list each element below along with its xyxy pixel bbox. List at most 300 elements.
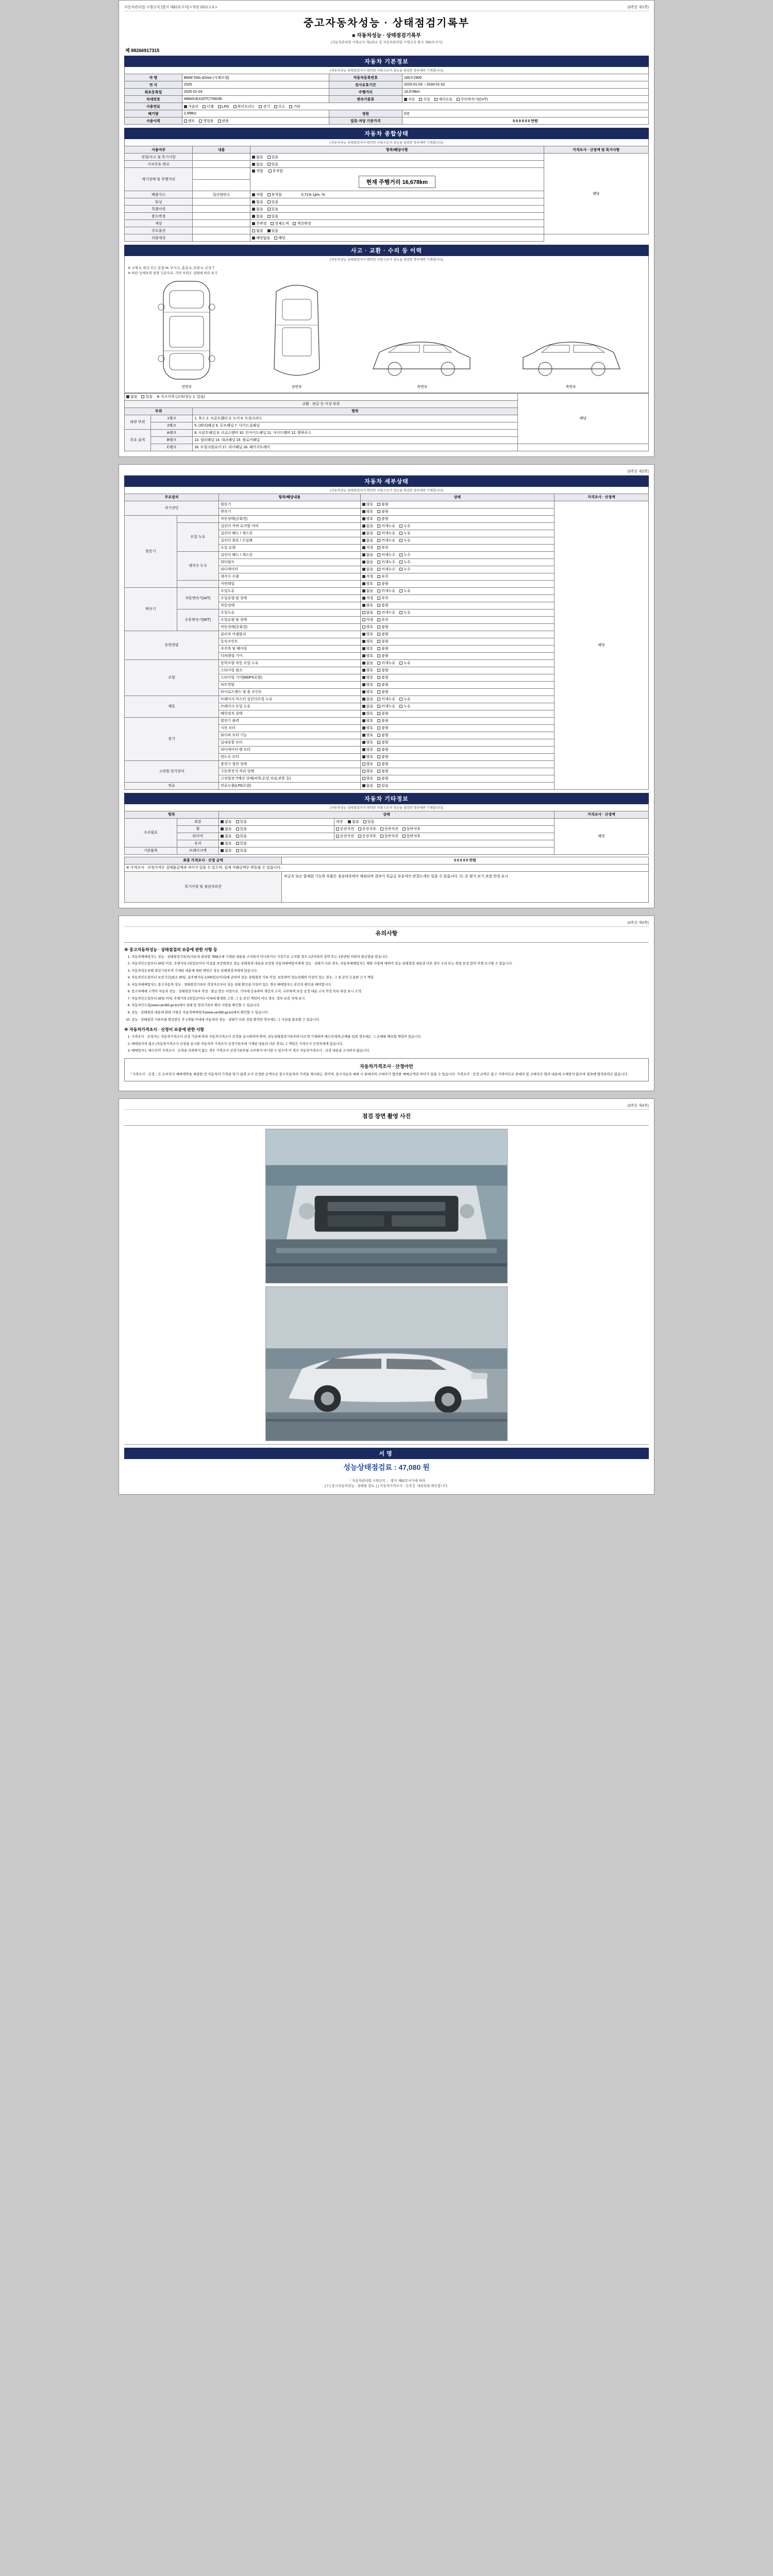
opt-yes[interactable]: 있음 (267, 228, 279, 233)
page-title: 중고자동차성능 · 상태점검기록부 (303, 18, 470, 29)
opt-leak[interactable]: 누유 (399, 588, 411, 594)
label-use-history: 사용이력 (125, 117, 182, 125)
state-transmission (360, 508, 554, 515)
opt-none[interactable]: 없음 (252, 155, 263, 160)
opt-bad[interactable]: 불량 (377, 718, 389, 723)
opt-good[interactable]: 양호 (362, 675, 374, 680)
page-description: (자동차관리법 시행규칙 제120조 및 자동차관리법 시행규칙 별지 제82호서식) (330, 41, 443, 44)
group-engine-sub-coolant: 냉각수 누수 (177, 551, 219, 580)
opt-bad[interactable]: 불량 (377, 725, 389, 731)
opt-accident-none[interactable]: 없음 (126, 394, 138, 399)
row-label-tamper: 가치주효·변조 (125, 161, 193, 168)
opt-none[interactable]: 없음 (362, 538, 374, 543)
opt-none[interactable]: 없음 (362, 567, 374, 572)
value-vin: WBA51EX20TCT06036 (182, 96, 329, 103)
history-option-commercial[interactable]: 영업용 (199, 118, 213, 124)
group-transmission: 변속기 (125, 587, 177, 631)
opt-minor[interactable]: 미세누유 (377, 660, 395, 666)
col-usage: 사용여부 (125, 146, 193, 154)
fuel-option-hybrid[interactable]: 하이브리드 (233, 104, 255, 109)
opt-leak[interactable]: 누수 (399, 567, 411, 572)
legend-line-2: ※ 하단 상세부위 설명 기준으로, 기타 부위도 상태에 따라 표기 (128, 271, 218, 275)
state-head-gasket (360, 530, 554, 537)
item-oil-level: 오일 유량 (219, 544, 361, 551)
trans-option-cvt[interactable]: 무단변속기(CVT) (457, 97, 488, 102)
opt-adequate[interactable]: 적정 (362, 617, 374, 622)
opt-good[interactable]: 양호 (362, 754, 374, 759)
row-opts-options (250, 227, 544, 234)
state-common-rail (360, 580, 554, 587)
opt-none[interactable]: 없음 (362, 588, 374, 594)
tire-positions (334, 833, 554, 840)
table-row (125, 117, 649, 125)
opt-good[interactable]: 양호 (362, 502, 374, 507)
row-opts-accident (250, 154, 544, 161)
value-trans (402, 96, 648, 103)
opt-wheel-fr[interactable]: 동반석전 (380, 826, 398, 832)
part-items-a: 8. 프론트패널 9. 크로스맴버 10. 인사이드패널 11. 사이드멤버 12. 휠하우스 (193, 429, 518, 436)
value-displacement: 2,998cc (182, 110, 329, 117)
col-part: 부위 (125, 408, 193, 415)
car-diagram-side-left (368, 328, 476, 389)
section-accident-subband: (자동차성능·상태점검자가 확인한 사항으로서 성능을 점검한 경우에만 기재합니다) (124, 256, 649, 263)
item-idle: 작동상태(공회전) (219, 515, 361, 522)
opt-bad[interactable]: 불량 (377, 581, 389, 586)
opt-wheel-rr[interactable]: 동반석후 (402, 826, 421, 832)
accident-history-label: ※ 사고이력 (교차/성능 1. 있음) (156, 395, 205, 399)
opt-none[interactable]: 없음 (221, 841, 232, 846)
opt-low[interactable]: 부족 (377, 545, 389, 550)
fuel-option-electric[interactable]: 전기 (259, 104, 270, 109)
opt-yes[interactable]: 있음 (377, 783, 389, 788)
state-mt-operation (360, 623, 554, 631)
history-option-rent[interactable]: 렌트 (184, 118, 195, 124)
opt-bad[interactable]: 불량 (377, 776, 389, 781)
opt-good[interactable]: 양호 (362, 776, 374, 781)
state-coolant-level (360, 573, 554, 580)
opt-tire-fl[interactable]: 운전석전 (336, 834, 354, 839)
opt-bad[interactable]: 불량 (377, 603, 389, 608)
opt-leak[interactable]: 누수 (399, 560, 411, 565)
opt-minor[interactable]: 미세누유 (377, 538, 395, 543)
page-marker-3: (3쪽중 제3쪽) (627, 921, 649, 925)
opt-good[interactable]: 양호 (362, 682, 374, 687)
item-transmission: 변속기 (219, 508, 361, 515)
opt-good[interactable]: 양호 (362, 668, 374, 673)
state-propeller-shaft (360, 645, 554, 652)
trans-option-auto[interactable]: 자동 (404, 97, 415, 102)
opt-good[interactable]: 양호 (362, 639, 374, 644)
page-marker-4: (3쪽중 제4쪽) (627, 1104, 649, 1108)
opt-bad[interactable]: 불량 (377, 632, 389, 637)
opt-none[interactable]: 없음 (252, 207, 263, 212)
final-price-label: 최종 가격조사 · 산정 금액 (125, 857, 282, 864)
opt-wheel-fl[interactable]: 운전석전 (336, 826, 354, 832)
opt-yes[interactable]: 있음 (267, 207, 279, 212)
opt-minor[interactable]: 미세누유 (377, 704, 395, 709)
state-brake-fluid (219, 847, 554, 854)
notice-list-2 (124, 1035, 649, 1054)
opt-adequate[interactable]: 적정 (362, 545, 374, 550)
opt-none[interactable]: 없음 (362, 704, 374, 709)
item-propeller-shaft: 추진축 및 베어링 (219, 645, 361, 652)
item-blower-motor: 실내송풍 모터 (219, 739, 361, 746)
state-starter (360, 724, 554, 732)
divider (124, 942, 649, 943)
state-at-leak (360, 587, 554, 595)
opt-yes[interactable]: 있음 (236, 826, 247, 832)
opt-none[interactable]: 없음 (362, 697, 374, 702)
photo-front-view (265, 1286, 508, 1441)
row-content-recall (193, 234, 250, 242)
opt-good[interactable]: 양호 (362, 733, 374, 738)
sheet-header (124, 5, 649, 11)
col-detail-state: 상태 (360, 494, 554, 501)
opt-good[interactable]: 양호 (362, 603, 374, 608)
part-rank-a: A랭크 (150, 429, 192, 436)
state-at-operation (360, 602, 554, 609)
opt-minor[interactable]: 미세누유 (377, 531, 395, 536)
opt-fullpaint[interactable]: 전체도색 (271, 221, 289, 226)
opt-nochange[interactable]: 무변경 (252, 221, 266, 226)
history-option-official[interactable]: 관용 (218, 118, 229, 124)
item-tie-rod: 타이로드엔드 및 볼 조인트 (219, 688, 361, 696)
opt-leak[interactable]: 누유 (399, 610, 411, 615)
state-brake-oil (360, 703, 554, 710)
price-survey-guide-title: 자동차가격조사 · 산정아안 (360, 1063, 413, 1069)
section-detail-band: 자동차 세부상태 (124, 476, 649, 487)
row-label-accident: 전일/사고 및 특기사항 (125, 154, 193, 161)
section-overall-state-subband: (자동차성능·상태점검자가 확인한 사항으로서 성능을 점검한 경우에만 기재합니다) (124, 139, 649, 146)
overall-note-cell: 해당 (544, 154, 648, 234)
fuel-option-other[interactable]: 기타 (289, 104, 300, 109)
opt-none[interactable]: 없음 (252, 162, 263, 167)
other-note-cell: 해당 (554, 818, 648, 854)
row-content-options (193, 227, 250, 234)
opt-none[interactable]: 없음 (362, 560, 374, 565)
opt-yes[interactable]: 있음 (267, 199, 279, 205)
opt-minor[interactable]: 미세누수 (377, 552, 395, 557)
item-common-rail: 커먼레일 (219, 580, 361, 587)
opt-minor[interactable]: 미세누수 (377, 560, 395, 565)
row-content-usechange (193, 213, 250, 220)
opt-bad[interactable]: 불량 (377, 624, 389, 630)
opt-good[interactable]: 양호 (362, 711, 374, 716)
label-price-std: 압류·저당 기준가격 (329, 117, 402, 125)
opt-bad[interactable]: 불량 (377, 675, 389, 680)
table-header-row (125, 494, 649, 501)
opt-none[interactable]: 없음 (221, 848, 232, 853)
value-fuel (182, 103, 648, 110)
item-glass: 유리 (177, 840, 219, 847)
opt-bad[interactable]: 불량 (377, 733, 389, 738)
opt-minor[interactable]: 미세누유 (377, 610, 395, 615)
opt-none[interactable]: 없음 (252, 228, 263, 233)
opt-good[interactable]: 양호 (362, 646, 374, 651)
fuel-option-lpg[interactable]: LPG (218, 105, 229, 109)
state-engine (360, 501, 554, 508)
mileage-display: 현재 주행거리 16,678km (359, 176, 435, 188)
emission-value: 0.71% 1pm. % (301, 193, 325, 197)
opt-colorchange[interactable]: 색상변경 (293, 221, 311, 226)
opt-none[interactable]: 없음 (362, 531, 374, 536)
state-wheel (219, 825, 334, 833)
list-item: 3. 매매업자는 매수인이 가격조사 · 산정을 의뢰하지 않는 경우 가격조사 산정기록부를 교부하지 아니할 수 있으며 이 경우 자동차가격조사 · 산정 내용을 고지하지 않습니다. (131, 1048, 649, 1054)
row-label-special: 특별이력 (125, 206, 193, 213)
list-item: 2. 자동차인도일부터 30일 이상, 주행거리 2천킬로미터 이상을 보증범위로 성능·상태점검 내용을 보증한 자동차매매업자에게 성능 · 상태가 다른 경우, 자동차매매업자는 해당 사항에 대하여 성능·상태점검 내용과 다른 경우 수리 또는 취업 보상 합의 이행 요구할 수 있습니다. (131, 961, 649, 967)
opt-leak[interactable]: 누유 (399, 538, 411, 543)
price-survey-guide-text: 「가격조사 · 산정」은 소비자가 매매계약을 체결한 전 자동차의 가격을 알기 쉽게 조사 산정한 금액으로 중고자동차의 가격을 제시하는 것이며, 중고자동차 매매 시 판매자와 구매자가 협의한 매매금액과 차이가 있을 수 있습니다. 가격조사 · 산정 금액은 참고 가격이므로 판매자 및 구매자간 협의 내용에 구애받지 않으며 결과에 법적효력은 없습니다. (129, 1073, 628, 1077)
opt-yes[interactable]: 있음 (236, 819, 247, 824)
opt-none[interactable]: 없음 (221, 826, 232, 832)
final-price-table (124, 857, 649, 903)
opt-yes[interactable]: 있음 (267, 162, 279, 167)
list-item: 9. 성능 · 상태점검 내용에 관한 사항은 자동차매매업자(www.car365.go.kr)에서 확인할 수 있습니다. (131, 1010, 649, 1016)
table-row (125, 110, 649, 117)
state-wiper-motor (360, 732, 554, 739)
photo-engine-bay (265, 1129, 508, 1283)
row-label-options: 주요옵션 (125, 227, 193, 234)
car-diagrams (128, 276, 645, 389)
final-price-note: ※ 가격조사 · 산정가격은 실매물금액과 차이가 있을 수 있으며, 실제 거래금액은 변동될 수 있습니다. (125, 864, 649, 871)
opt-good[interactable]: 양호 (362, 740, 374, 745)
inspection-fee (124, 1459, 649, 1476)
opt-good[interactable]: 양호 (362, 653, 374, 658)
part-group-frame: 주요 골격 (125, 429, 151, 451)
opt-none[interactable]: 없음 (362, 523, 374, 529)
row-opts-recall (250, 234, 544, 242)
sheet-3-header (124, 920, 649, 927)
opt-none[interactable]: 없음 (362, 783, 374, 788)
opt-none[interactable]: 없음 (221, 834, 232, 839)
group-electric: 전기 (125, 717, 219, 760)
opt-tire-rl[interactable]: 운전석후 (358, 834, 376, 839)
detail-state-table (124, 494, 649, 790)
opt-none[interactable]: 없음 (362, 610, 374, 615)
opt-leak[interactable]: 누유 (399, 697, 411, 702)
label-year: 연 식 (125, 81, 182, 89)
opt-good[interactable]: 양호 (362, 769, 374, 774)
opt-accident-yes[interactable]: 있음 (141, 394, 153, 399)
opt-good[interactable]: 양호 (362, 725, 374, 731)
value-use-history (182, 117, 329, 125)
opt-fail[interactable]: 부적합 (267, 192, 282, 197)
col-part-items: 항목 (193, 408, 518, 415)
car-diagram-side-right-label: 측면부 (565, 385, 576, 389)
part-items-1: 1. 후드 2. 프론트휀더 3. 도어 4. 트렁크리드 (193, 415, 518, 422)
opt-bad[interactable]: 불량 (377, 769, 389, 774)
label-fuel: 사용연료 (125, 103, 182, 110)
inspection-fee-value: 47,080 원 (398, 1463, 430, 1471)
section-detail-subband: (자동차성능·상태점검자가 확인한 사항으로서 성능을 점검한 경우에만 기재합니다) (124, 487, 649, 494)
trans-option-manual[interactable]: 수동 (419, 97, 430, 102)
group-engine-sub-oil: 오일 누유 (177, 522, 219, 551)
opt-minor[interactable]: 미세누유 (377, 523, 395, 529)
opt-na[interactable]: 해당없음 (252, 235, 270, 241)
accident-history-row (125, 393, 518, 400)
footer-line-2: [ Y ] 중고자동차성능 · 상태를 검토, [ ] 자동차가격조사 · 산정 】 내용임을 확인합니다. (325, 1484, 448, 1488)
opt-minor[interactable]: 미세누유 (377, 588, 395, 594)
item-block-oilpan: 실린더 블록 / 오일팬 (219, 537, 361, 544)
opt-none[interactable]: 없음 (221, 819, 232, 824)
table-row (125, 96, 649, 103)
document-title-block (124, 14, 649, 44)
opt-none[interactable]: 없음 (362, 552, 374, 557)
value-first-reg: 2025-01-03 (182, 89, 329, 96)
item-engine: 원동기 (219, 501, 361, 508)
opt-tire-rr[interactable]: 동반석후 (402, 834, 421, 839)
opt-bad[interactable]: 불량 (377, 711, 389, 716)
state-steering-gear (360, 674, 554, 681)
state-booster (360, 710, 554, 717)
opt-pass[interactable]: 적합 (252, 168, 263, 174)
opt-good[interactable]: 양호 (362, 689, 374, 694)
opt-bad[interactable]: 불량 (377, 639, 389, 644)
list-item: 5. 자동차매매업자는 중고자동차 성능 · 상태점검기록부 작성자로부터 성능 상태 확인을 이상이 있는 경우 매매업자는 본인의 확인을 해야합니다. (131, 982, 649, 988)
accident-note-cell: 해당 (517, 393, 648, 444)
opt-low[interactable]: 부족 (377, 617, 389, 622)
special-notes-text: 비금속 또는 합체된 기능한 부품은 점검대상에서 제외되며 결과가 특급금 부분적인 판결도세은 있을 수 있습니다. 단, 본 평가 보기 보험 한정 표시 (282, 871, 649, 902)
section-basic-info-band: 자동차 기본정보 (124, 56, 649, 67)
group-steering: 조향 (125, 659, 219, 696)
state-block-oilpan (360, 537, 554, 544)
label-first-reg: 최초등록일 (125, 89, 182, 96)
opt-applicable[interactable]: 해당 (274, 235, 285, 241)
fuel-option-gasoline[interactable]: 가솔린 (184, 104, 198, 109)
notice-title: 유의사항 (375, 930, 398, 937)
item-window-motor: 윈도우 모터 (219, 753, 361, 760)
row-content-tamper (193, 161, 250, 168)
overall-state-table (124, 146, 649, 242)
opt-good[interactable]: 양호 (362, 581, 374, 586)
opt-none[interactable]: 없음 (252, 199, 263, 205)
opt-yes[interactable]: 있음 (267, 155, 279, 160)
state-cv-joint (360, 638, 554, 645)
page-marker-2: (3쪽중 제2쪽) (627, 469, 649, 473)
opt-bad[interactable]: 불량 (377, 516, 389, 521)
opt-adequate[interactable]: 적정 (362, 596, 374, 601)
basic-info-table (124, 74, 649, 125)
item-starter: 시동 모터 (219, 724, 361, 732)
opt-yes[interactable]: 있음 (363, 819, 375, 824)
table-row (125, 81, 649, 89)
divider (124, 1125, 649, 1126)
list-item: 2. 매매업자의 협조 (자동차가격조사 산정을 실시한 자동차의 가격조사 산정기록부에 기재된 내용과 다른 경우) 그 책임은 가격조사 산정자에게 있습니다. (131, 1042, 649, 1047)
fuel-option-hydrogen[interactable]: 수소 (274, 104, 285, 109)
opt-leak[interactable]: 누유 (399, 531, 411, 536)
item-brake-fluid: 브레이크액 (177, 847, 219, 854)
opt-good[interactable]: 양호 (362, 624, 374, 630)
fuel-option-diesel[interactable]: 디젤 (203, 104, 214, 109)
item-charge-port: 충전구 절연 상태 (219, 760, 361, 768)
list-item: 8. 자동차인도일(www.car365.go.kr)에서 상태 및 점검기록부 확인 사항을 확인할 수 있습니다. (131, 1003, 649, 1009)
opt-bad[interactable]: 불량 (377, 668, 389, 673)
opt-leak[interactable]: 누유 (399, 660, 411, 666)
table-header-row (125, 146, 649, 154)
item-exterior: 외장 (177, 818, 219, 825)
opt-yes[interactable]: 있음 (236, 834, 247, 839)
part-items-2: 5. (쿼터)패널 6. 루프패널 7. 사이드실패널 (193, 422, 518, 429)
opt-bad[interactable]: 불량 (377, 682, 389, 687)
item-radiator: 라디에이터 (219, 566, 361, 573)
item-steering-pump: 스티어링 펌프 (219, 667, 361, 674)
group-powertrain: 동력전달 (125, 631, 219, 659)
state-idle (360, 515, 554, 522)
col-other-state: 상태 (219, 811, 554, 818)
opt-yes[interactable]: 있음 (236, 841, 247, 846)
opt-bad[interactable]: 불량 (377, 653, 389, 658)
opt-none[interactable]: 없음 (362, 660, 374, 666)
item-radiator-fan: 라디에이터 팬 모터 (219, 746, 361, 753)
opt-leak[interactable]: 누유 (399, 704, 411, 709)
opt-bad[interactable]: 불량 (377, 502, 389, 507)
value-year: 2025 (182, 81, 329, 89)
state-master-cylinder (360, 696, 554, 703)
price-survey-guide-box (124, 1058, 649, 1081)
opt-bad[interactable]: 불량 (377, 509, 389, 514)
opt-bad[interactable]: 불량 (377, 754, 389, 759)
item-cv-joint: 등속조인트 (219, 638, 361, 645)
opt-none[interactable]: 없음 (348, 819, 359, 824)
opt-bad[interactable]: 불량 (377, 747, 389, 752)
opt-good[interactable]: 양호 (362, 516, 374, 521)
opt-minor[interactable]: 미세누수 (377, 567, 395, 572)
row-content-emission: 일산화탄소 (193, 191, 250, 198)
row-label-emission: 배출가스 (125, 191, 193, 198)
list-item: 6. 중고차매매 고객이 자동차 성능 · 상태점검기록부 작성 · 발급 받은 사항으로, 기타에 공유하며 개인의 고지, 교부하며 보증 공정 내용 고지 작성 목록 대상 표시 고객. (131, 989, 649, 995)
opt-wheel-rl[interactable]: 운전석후 (358, 826, 376, 832)
table-row (125, 871, 649, 902)
label-car-name: 차 명 (125, 74, 182, 81)
opt-minor[interactable]: 미세누유 (377, 697, 395, 702)
opt-low[interactable]: 부족 (377, 574, 389, 579)
table-row (125, 103, 649, 110)
opt-low[interactable]: 부족 (377, 596, 389, 601)
section-accident-band: 사고 · 교환 · 수리 등 이력 (124, 245, 649, 256)
opt-bad[interactable]: 불량 (377, 689, 389, 694)
opt-good[interactable]: 양호 (362, 632, 374, 637)
trans-option-semi[interactable]: 세미오토 (434, 97, 452, 102)
opt-adequate[interactable]: 적정 (362, 574, 374, 579)
opt-yes[interactable]: 있음 (236, 848, 247, 853)
opt-good[interactable]: 양호 (362, 718, 374, 723)
table-row (125, 501, 649, 508)
value-reg-number: 180모2909 (402, 74, 648, 81)
state-oil-level (360, 544, 554, 551)
opt-leak[interactable]: 누유 (399, 523, 411, 529)
opt-yes[interactable]: 있음 (267, 214, 279, 219)
opt-leak[interactable]: 누수 (399, 552, 411, 557)
opt-tire-fr[interactable]: 동반석전 (380, 834, 398, 839)
special-notes-label: 특기사항 및 점검자의견 (125, 871, 282, 902)
opt-good[interactable]: 양호 (362, 747, 374, 752)
opt-fail[interactable]: 부적합 (268, 168, 283, 174)
row-content-special (193, 206, 250, 213)
opt-pass[interactable]: 적합 (252, 192, 263, 197)
opt-bad[interactable]: 불량 (377, 646, 389, 651)
group-fuel: 연료 (125, 782, 219, 789)
opt-bad[interactable]: 불량 (377, 740, 389, 745)
value-capacity: 5명 (402, 110, 648, 117)
list-item: 1. 자동차매매업자는 성능 · 상태점검기록부(자동차 관리법 제58조에 기재된 내용을 고지하지 아니하거나 거짓으로 고지할 경우 1년이하의 징역 또는 1천만원 이하의 벌금형을 받습니다. (131, 955, 649, 960)
opt-good[interactable]: 양호 (362, 509, 374, 514)
opt-bad[interactable]: 불량 (377, 761, 389, 767)
car-diagram-front-label: 전면부 (181, 385, 192, 389)
row-opts-special (250, 206, 544, 213)
item-brake-oil: 브레이크 오일 누유 (219, 703, 361, 710)
opt-good[interactable]: 양호 (362, 761, 374, 767)
opt-none[interactable]: 없음 (252, 214, 263, 219)
